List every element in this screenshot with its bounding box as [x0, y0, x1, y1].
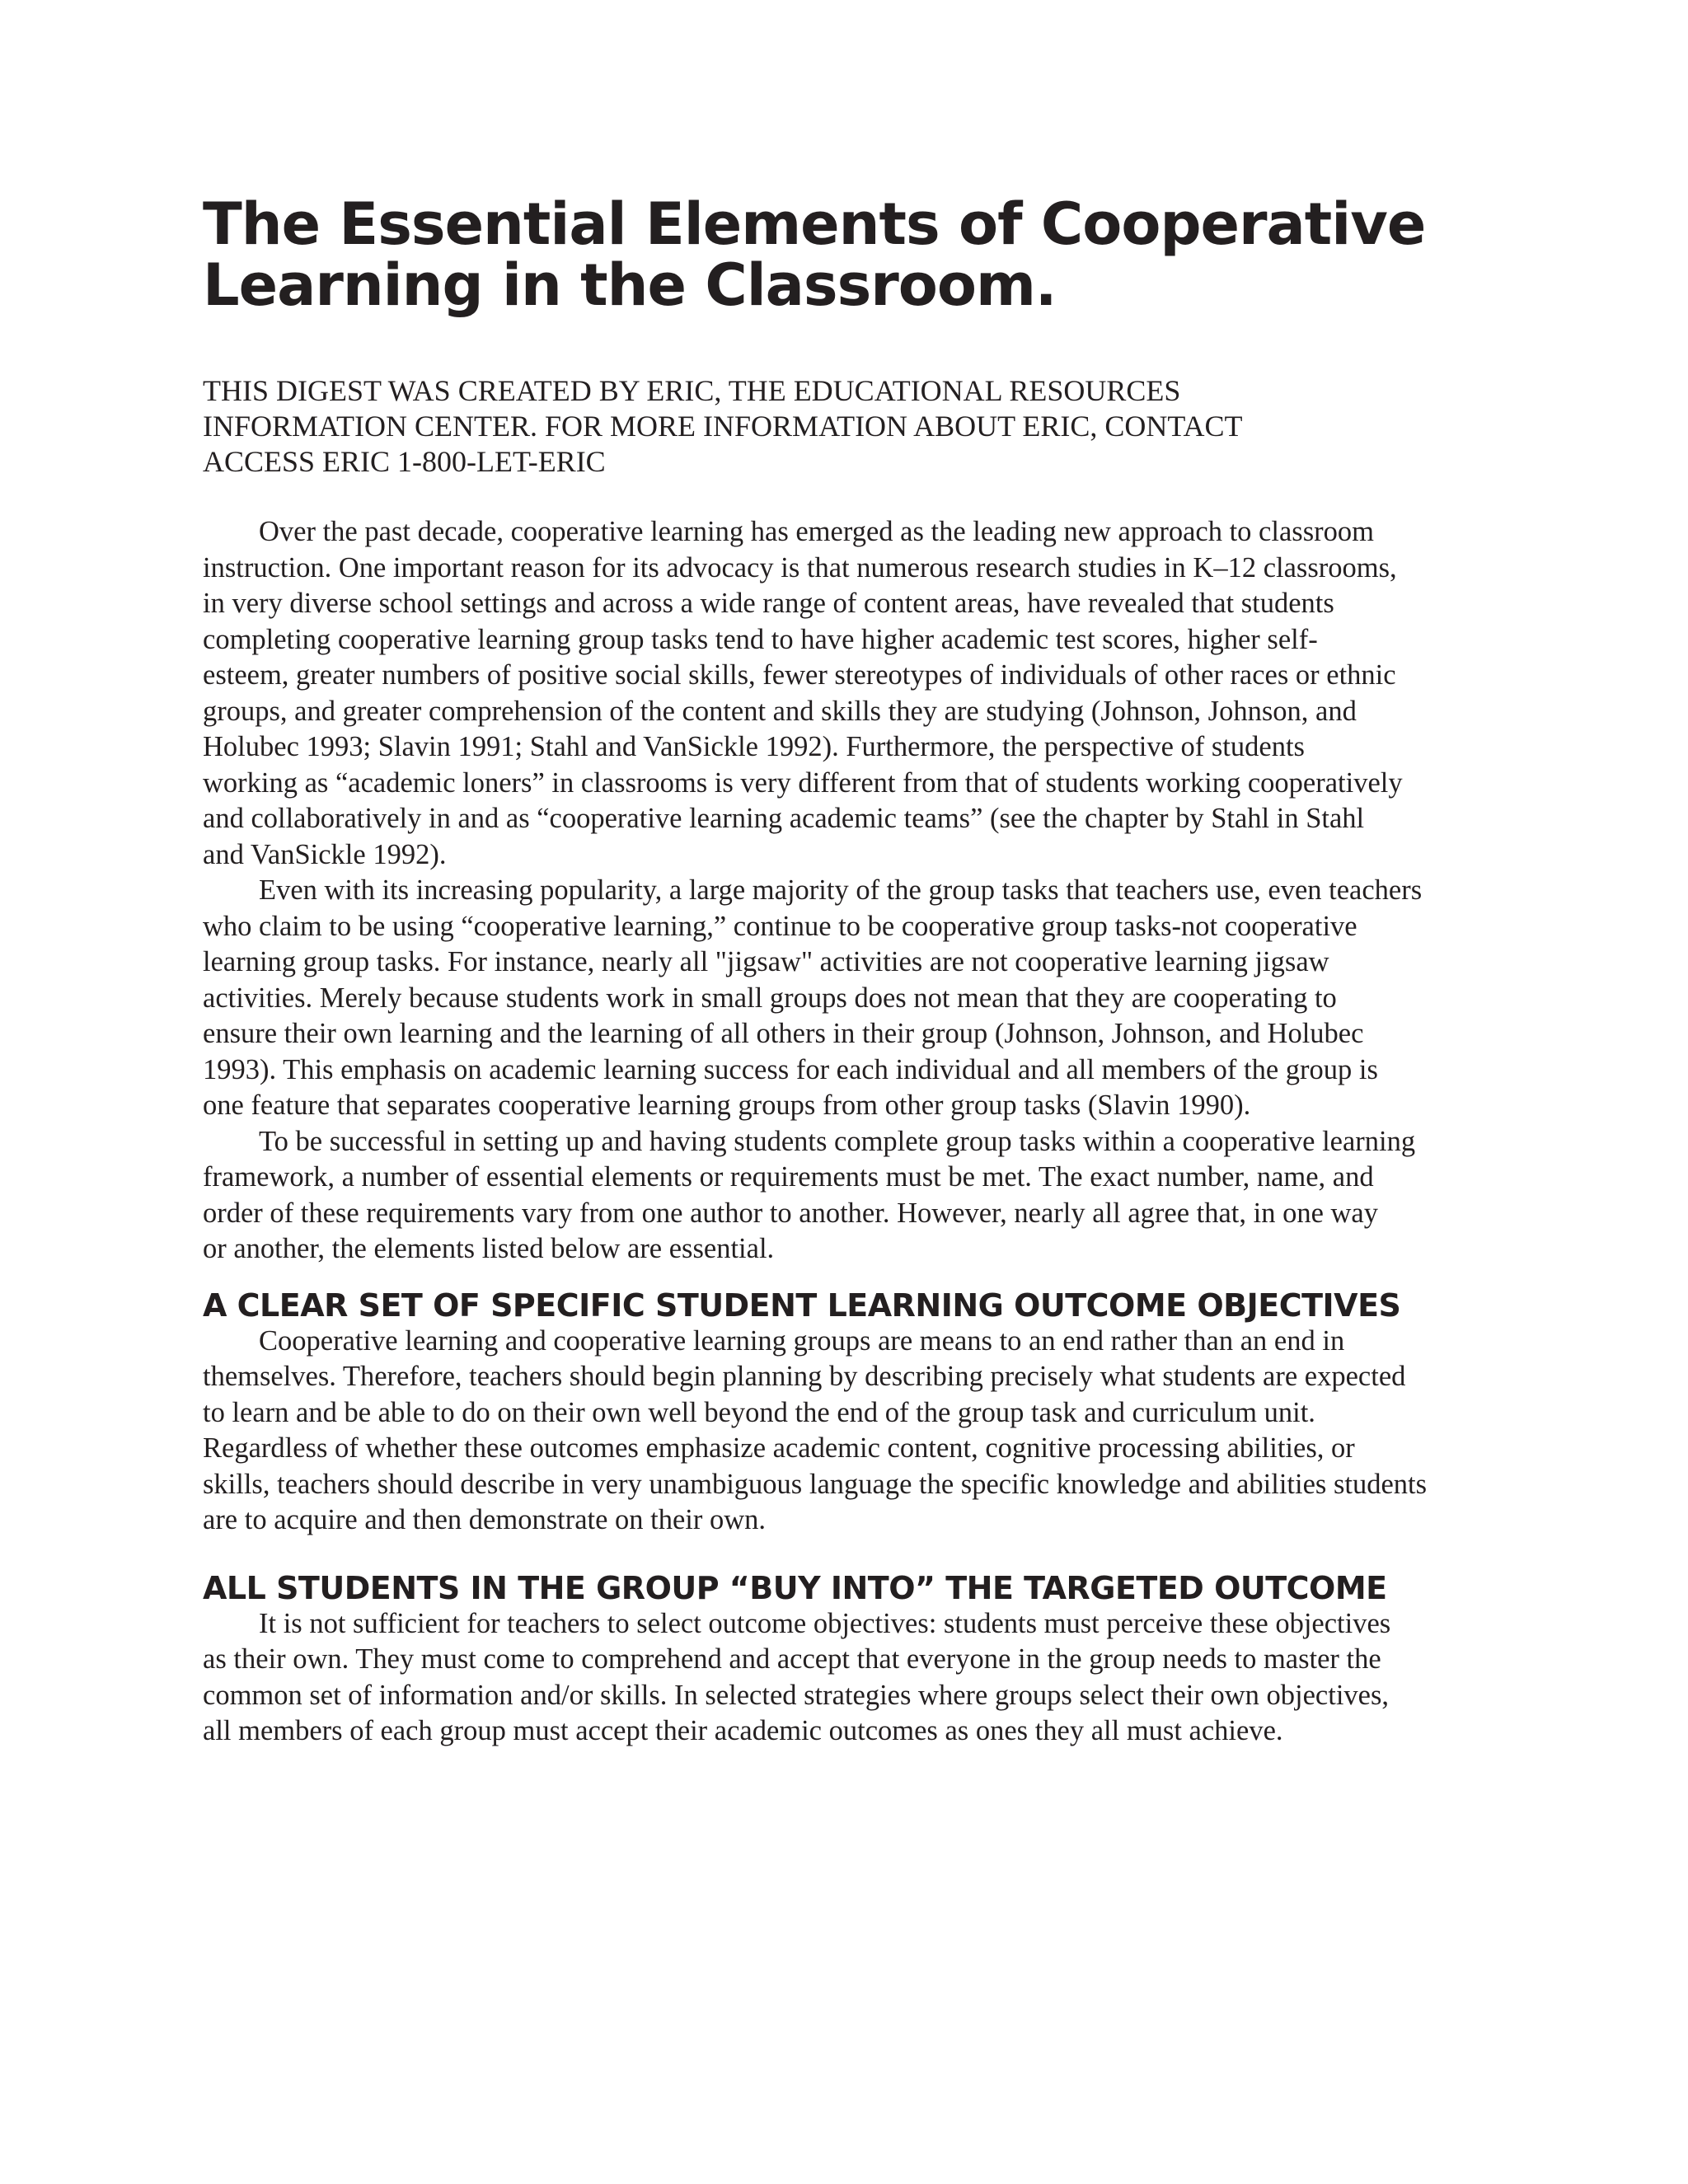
text-line: instruction. One important reason for its advocacy is that numerous research studies in K–12 classrooms, [203, 551, 1397, 583]
digest-line: THIS DIGEST WAS CREATED BY ERIC, THE EDUCATIONAL RESOURCES [203, 374, 1181, 407]
text-line: order of these requirements vary from one author to another. However, nearly all agree that, in one way [203, 1197, 1378, 1229]
text-line: in very diverse school settings and across a wide range of content areas, have revealed that students [203, 588, 1334, 619]
title-line: The Essential Elements of Cooperative [203, 190, 1426, 258]
digest-line: ACCESS ERIC 1-800-LET-ERIC [203, 445, 606, 478]
digest-line: INFORMATION CENTER. FOR MORE INFORMATION ABOUT ERIC, CONTACT [203, 410, 1243, 443]
text-line: Regardless of whether these outcomes emphasize academic content, cognitive processing abilities, or [203, 1432, 1355, 1464]
text-line: To be successful in setting up and having students complete group tasks within a cooperative learning [259, 1125, 1416, 1157]
text-line: as their own. They must come to comprehend and accept that everyone in the group needs to master the [203, 1643, 1381, 1675]
text-line: to learn and be able to do on their own well beyond the end of the group task and curriculum unit. [203, 1396, 1315, 1428]
text-line: and collaboratively in and as “cooperative learning academic teams” (see the chapter by Stahl in Stahl [203, 803, 1365, 834]
text-line: 1993). This emphasis on academic learning success for each individual and all members of the group is [203, 1053, 1378, 1085]
text-line: and VanSickle 1992). [203, 838, 447, 870]
text-line: Even with its increasing popularity, a large majority of the group tasks that teachers use, even teachers [259, 874, 1423, 906]
text-line: are to acquire and then demonstrate on their own. [203, 1504, 767, 1535]
section-objectives-body [203, 1324, 1505, 1539]
section-paragraph [203, 1606, 1505, 1750]
text-line: It is not sufficient for teachers to select outcome objectives: students must perceive these objectives [259, 1607, 1391, 1639]
text-line: activities. Merely because students work in small groups does not mean that they are cooperating to [203, 982, 1337, 1014]
section-heading-buy-in: ALL STUDENTS IN THE GROUP “BUY INTO” THE TARGETED OUTCOME [203, 1569, 1387, 1606]
intro-paragraph-3 [203, 1124, 1505, 1268]
text-line: Cooperative learning and cooperative learning groups are means to an end rather than an end in [259, 1324, 1345, 1357]
text-line: or another, the elements listed below are essential. [203, 1233, 775, 1264]
text-line: one feature that separates cooperative learning groups from other group tasks (Slavin 1990). [203, 1090, 1251, 1121]
text-line: who claim to be using “cooperative learning,” continue to be cooperative group tasks-not cooperative [203, 910, 1357, 942]
digest-notice [203, 373, 1505, 480]
text-line: groups, and greater comprehension of the content and skills they are studying (Johnson, Johnson, and [203, 695, 1357, 727]
text-line: learning group tasks. For instance, nearly all "jigsaw" activities are not cooperative learning jigsaw [203, 946, 1329, 977]
section-paragraph [203, 1324, 1505, 1539]
text-line: themselves. Therefore, teachers should begin planning by describing precisely what students are expected [203, 1361, 1406, 1392]
document-page [203, 190, 1505, 1750]
text-line: skills, teachers should describe in very unambiguous language the specific knowledge and abilities students [203, 1468, 1428, 1500]
section-heading-objectives: A CLEAR SET OF SPECIFIC STUDENT LEARNING OUTCOME OBJECTIVES [203, 1286, 1401, 1324]
text-line: esteem, greater numbers of positive social skills, fewer stereotypes of individuals of other races or ethnic [203, 659, 1396, 691]
text-line: Over the past decade, cooperative learning has emerged as the leading new approach to classroom [259, 516, 1374, 547]
text-line: ensure their own learning and the learning of all others in their group (Johnson, Johnson, and Holubec [203, 1018, 1364, 1049]
text-line: all members of each group must accept their academic outcomes as ones they all must achieve. [203, 1715, 1283, 1746]
text-line: working as “academic loners” in classrooms is very different from that of students working cooperatively [203, 766, 1403, 799]
intro-paragraph-2 [203, 873, 1505, 1124]
intro-section [203, 514, 1505, 1268]
text-line: Holubec 1993; Slavin 1991; Stahl and VanSickle 1992). Furthermore, the perspective of students [203, 731, 1305, 762]
document-title [203, 190, 1505, 319]
text-line: framework, a number of essential elements or requirements must be met. The exact number, name, and [203, 1161, 1374, 1193]
text-line: completing cooperative learning group tasks tend to have higher academic test scores, higher self- [203, 623, 1318, 655]
intro-paragraph-1 [203, 514, 1505, 873]
title-line: Learning in the Classroom. [203, 251, 1057, 319]
section-buy-in-body [203, 1606, 1505, 1750]
text-line: common set of information and/or skills. In selected strategies where groups select their own objectives, [203, 1679, 1390, 1711]
